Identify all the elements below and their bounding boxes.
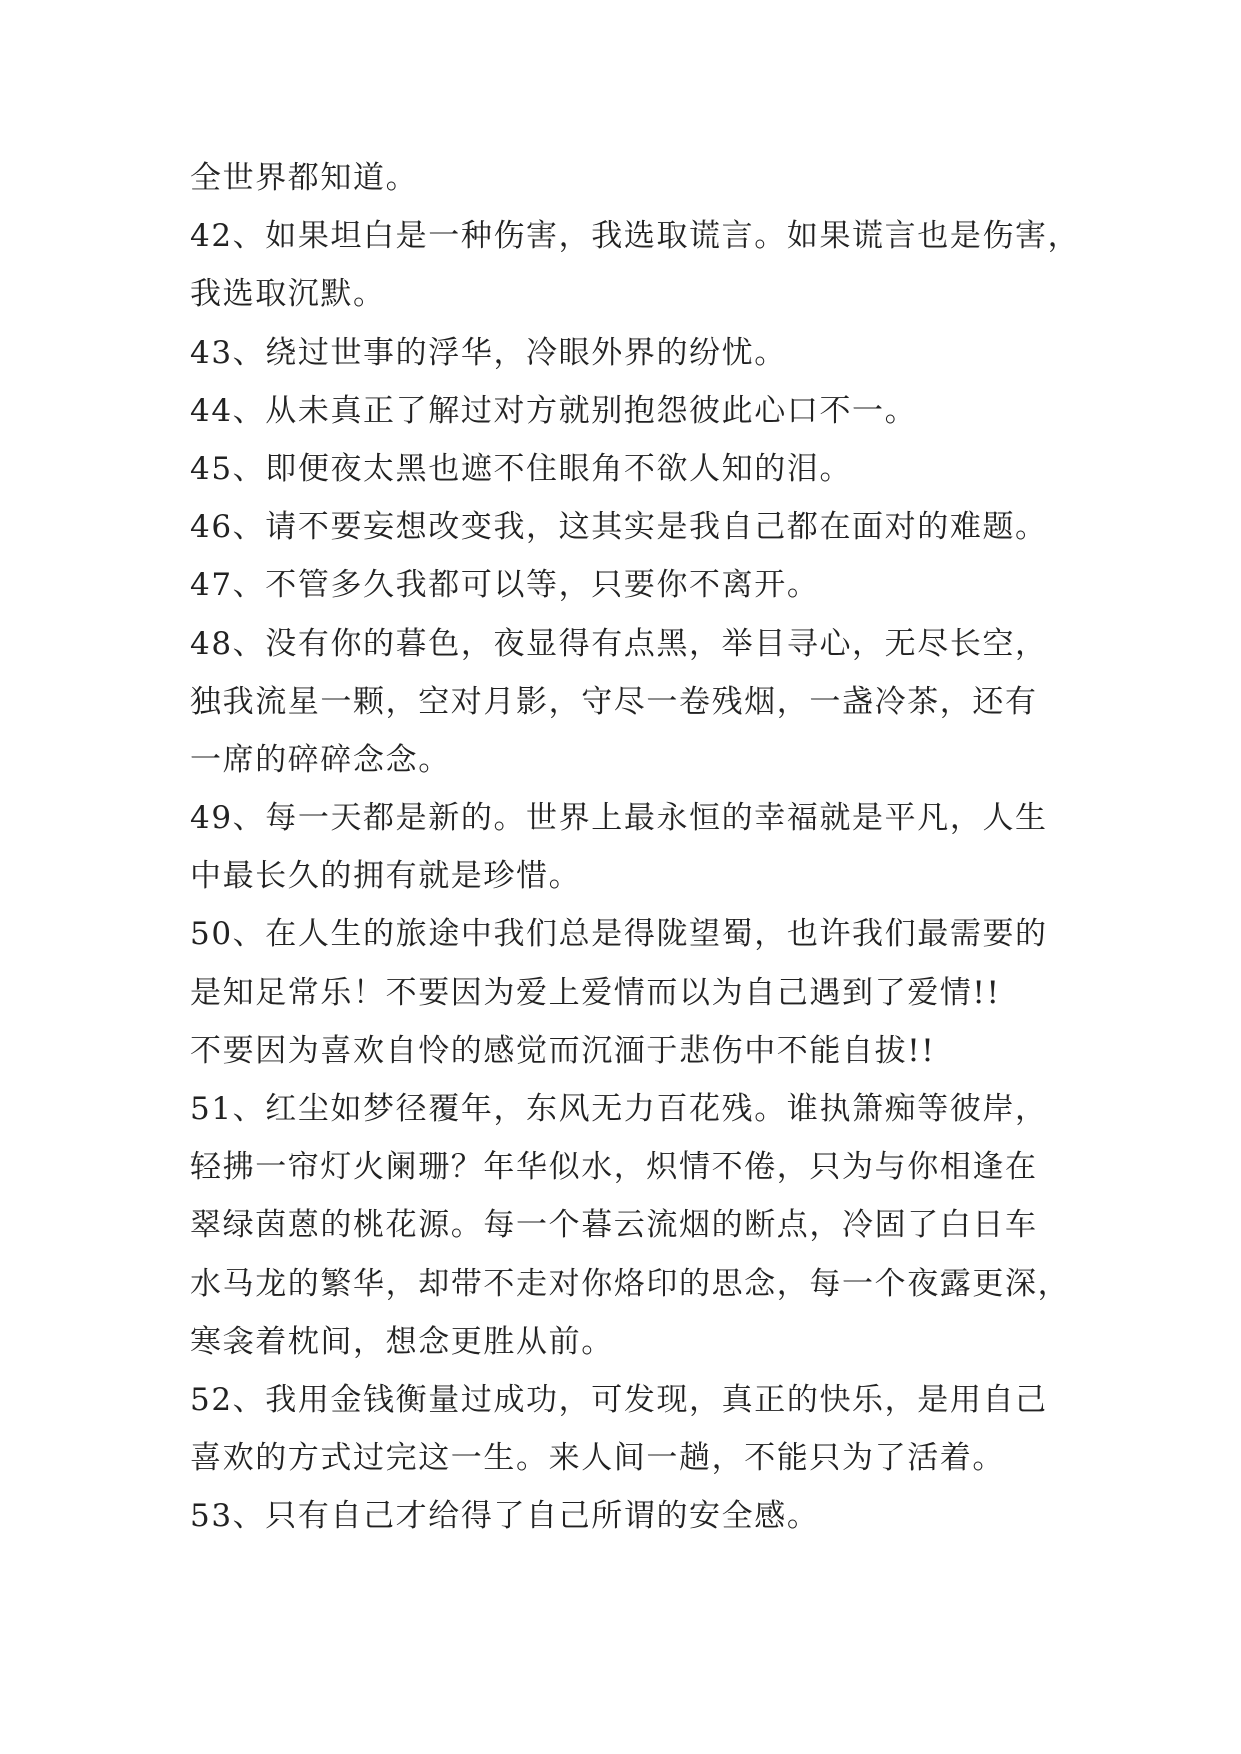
text-line: 寒衾着枕间，想念更胜从前。 [190, 1323, 614, 1360]
text-line: 45、即便夜太黑也遮不住眼角不欲人知的泪。 [190, 450, 853, 487]
text-line: 46、请不要妄想改变我，这其实是我自己都在面对的难题。 [190, 509, 1048, 546]
text-line: 轻拂一帘灯火阑珊？年华似水，炽情不倦，只为与你相逢在 [190, 1149, 1038, 1186]
text-line: 50、在人生的旅途中我们总是得陇望蜀，也许我们最需要的 [190, 916, 1048, 953]
text-line: 翠绿茵蒽的桃花源。每一个暮云流烟的断点，冷固了白日车 [190, 1207, 1038, 1244]
text-line: 53、只有自己才给得了自己所谓的安全感。 [190, 1498, 820, 1535]
text-line: 独我流星一颗，空对月影，守尽一卷残烟，一盏冷茶，还有 [190, 683, 1038, 720]
text-line: 48、没有你的暮色，夜显得有点黑，举目寻心，无尽长空， [190, 625, 1048, 662]
document-body [190, 158, 1090, 1555]
text-line: 47、不管多久我都可以等，只要你不离开。 [190, 567, 820, 604]
text-line: 44、从未真正了解过对方就别抱怨彼此心口不一。 [190, 392, 918, 429]
text-line: 我选取沉默。 [190, 276, 386, 313]
text-line: 52、我用金钱衡量过成功，可发现，真正的快乐，是用自己 [190, 1381, 1048, 1418]
text-line: 43、绕过世事的浮华，冷眼外界的纷忧。 [190, 334, 787, 371]
text-line: 喜欢的方式过完这一生。来人间一趟，不能只为了活着。 [190, 1440, 1005, 1477]
text-line: 49、每一天都是新的。世界上最永恒的幸福就是平凡，人生 [190, 800, 1048, 837]
text-line: 51、红尘如梦径覆年，东风无力百花残。谁执箫痴等彼岸， [190, 1091, 1048, 1127]
text-line: 全世界都知道。 [190, 160, 419, 196]
text-line: 是知足常乐！不要因为爱上爱情而以为自己遇到了爱情!! [190, 974, 1001, 1011]
text-line: 中最长久的拥有就是珍惜。 [190, 858, 582, 895]
text-line: 一席的碎碎念念。 [190, 741, 451, 778]
text-line: 水马龙的繁华，却带不走对你烙印的思念，每一个夜露更深， [190, 1265, 1071, 1302]
text-line: 42、如果坦白是一种伤害，我选取谎言。如果谎言也是伤害， [190, 218, 1081, 255]
text-line: 不要因为喜欢自怜的感觉而沉湎于悲伤中不能自拔!! [190, 1032, 936, 1069]
